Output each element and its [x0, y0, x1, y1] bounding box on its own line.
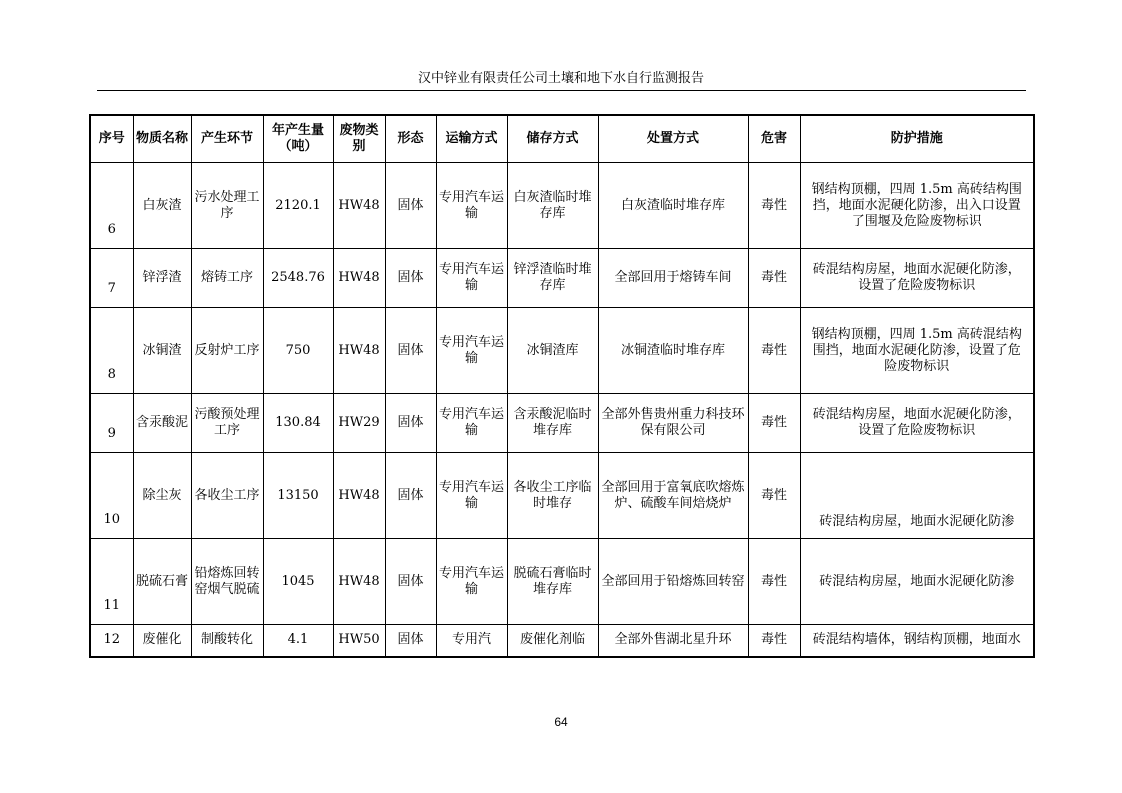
cell-hazard: 毒性: [748, 249, 800, 308]
table-row: [90, 453, 1034, 539]
table-row: [90, 163, 1034, 249]
table-row: [90, 539, 1034, 625]
cell-stage: 制酸转化: [191, 625, 263, 657]
cell-protection: 砖混结构房屋，地面水泥硬化防渗，设置了危险废物标识: [800, 394, 1034, 453]
cell-disposal: 全部回用于熔铸车间: [598, 249, 748, 308]
cell-storage: 锌浮渣临时堆存库: [507, 249, 598, 308]
cell-no: 7: [90, 249, 133, 308]
hazardous-waste-table: [89, 114, 1035, 658]
table-row: [90, 625, 1034, 657]
cell-no: 8: [90, 308, 133, 394]
cell-name: 除尘灰: [133, 453, 191, 539]
cell-stage: 铅熔炼回转窑烟气脱硫: [191, 539, 263, 625]
header-rule: [97, 90, 1026, 91]
cell-disposal: 白灰渣临时堆存库: [598, 163, 748, 249]
cell-disposal: 全部回用于富氧底吹熔炼炉、硫酸车间焙烧炉: [598, 453, 748, 539]
cell-stage: 污酸预处理工序: [191, 394, 263, 453]
cell-category: HW29: [333, 394, 385, 453]
cell-hazard: 毒性: [748, 308, 800, 394]
cell-form: 固体: [385, 453, 436, 539]
column-header-amount: 年产生量（吨）: [263, 115, 333, 163]
cell-amount: 2120.1: [263, 163, 333, 249]
cell-amount: 130.84: [263, 394, 333, 453]
cell-storage: 废催化剂临: [507, 625, 598, 657]
cell-no: 9: [90, 394, 133, 453]
cell-hazard: 毒性: [748, 394, 800, 453]
cell-form: 固体: [385, 394, 436, 453]
column-header-form: 形态: [385, 115, 436, 163]
cell-category: HW48: [333, 539, 385, 625]
cell-transport: 专用汽车运输: [436, 394, 507, 453]
cell-protection: 砖混结构墙体，钢结构顶棚，地面水: [800, 625, 1034, 657]
column-header-stage: 产生环节: [191, 115, 263, 163]
cell-name: 白灰渣: [133, 163, 191, 249]
cell-transport: 专用汽车运输: [436, 163, 507, 249]
cell-category: HW50: [333, 625, 385, 657]
table-row: [90, 249, 1034, 308]
cell-category: HW48: [333, 308, 385, 394]
cell-transport: 专用汽: [436, 625, 507, 657]
column-header-hazard: 危害: [748, 115, 800, 163]
column-header-storage: 储存方式: [507, 115, 598, 163]
cell-form: 固体: [385, 539, 436, 625]
cell-form: 固体: [385, 625, 436, 657]
cell-name: 废催化: [133, 625, 191, 657]
cell-protection: 钢结构顶棚，四周 1.5m 高砖结构围挡，地面水泥硬化防渗，出入口设置了围堰及危险废物标识: [800, 163, 1034, 249]
cell-disposal: 全部外售贵州重力科技环保有限公司: [598, 394, 748, 453]
cell-amount: 750: [263, 308, 333, 394]
cell-name: 冰铜渣: [133, 308, 191, 394]
cell-amount: 13150: [263, 453, 333, 539]
cell-amount: 4.1: [263, 625, 333, 657]
cell-transport: 专用汽车运输: [436, 249, 507, 308]
cell-protection: 钢结构顶棚，四周 1.5m 高砖混结构围挡，地面水泥硬化防渗，设置了危险废物标识: [800, 308, 1034, 394]
cell-disposal: 冰铜渣临时堆存库: [598, 308, 748, 394]
cell-hazard: 毒性: [748, 163, 800, 249]
cell-hazard: 毒性: [748, 453, 800, 539]
cell-form: 固体: [385, 163, 436, 249]
cell-hazard: 毒性: [748, 625, 800, 657]
cell-category: HW48: [333, 453, 385, 539]
cell-storage: 冰铜渣库: [507, 308, 598, 394]
cell-form: 固体: [385, 308, 436, 394]
cell-storage: 脱硫石膏临时堆存库: [507, 539, 598, 625]
cell-transport: 专用汽车运输: [436, 539, 507, 625]
cell-stage: 污水处理工序: [191, 163, 263, 249]
cell-protection: 砖混结构房屋，地面水泥硬化防渗: [800, 539, 1034, 625]
cell-disposal: 全部外售湖北星升环: [598, 625, 748, 657]
cell-storage: 含汞酸泥临时堆存库: [507, 394, 598, 453]
column-header-protection: 防护措施: [800, 115, 1034, 163]
table-row: [90, 308, 1034, 394]
table-header-row: [90, 115, 1034, 163]
cell-name: 含汞酸泥: [133, 394, 191, 453]
cell-stage: 反射炉工序: [191, 308, 263, 394]
cell-category: HW48: [333, 163, 385, 249]
cell-name: 锌浮渣: [133, 249, 191, 308]
column-header-no: 序号: [90, 115, 133, 163]
cell-category: HW48: [333, 249, 385, 308]
cell-storage: 各收尘工序临时堆存: [507, 453, 598, 539]
cell-name: 脱硫石膏: [133, 539, 191, 625]
cell-amount: 1045: [263, 539, 333, 625]
report-header-title: 汉中锌业有限责任公司土壤和地下水自行监测报告: [417, 71, 704, 86]
column-header-category: 废物类别: [333, 115, 385, 163]
cell-disposal: 全部回用于铅熔炼回转窑: [598, 539, 748, 625]
cell-storage: 白灰渣临时堆存库: [507, 163, 598, 249]
cell-form: 固体: [385, 249, 436, 308]
cell-stage: 各收尘工序: [191, 453, 263, 539]
cell-transport: 专用汽车运输: [436, 453, 507, 539]
column-header-disposal: 处置方式: [598, 115, 748, 163]
page-number: 64: [554, 715, 568, 729]
cell-hazard: 毒性: [748, 539, 800, 625]
column-header-name: 物质名称: [133, 115, 191, 163]
cell-stage: 熔铸工序: [191, 249, 263, 308]
cell-protection: 砖混结构房屋，地面水泥硬化防渗，设置了危险废物标识: [800, 249, 1034, 308]
column-header-transport: 运输方式: [436, 115, 507, 163]
cell-no: 11: [90, 539, 133, 625]
table-row: [90, 394, 1034, 453]
cell-no: 12: [90, 625, 133, 657]
cell-amount: 2548.76: [263, 249, 333, 308]
cell-protection: 砖混结构房屋，地面水泥硬化防渗: [800, 453, 1034, 539]
cell-transport: 专用汽车运输: [436, 308, 507, 394]
cell-no: 6: [90, 163, 133, 249]
cell-no: 10: [90, 453, 133, 539]
